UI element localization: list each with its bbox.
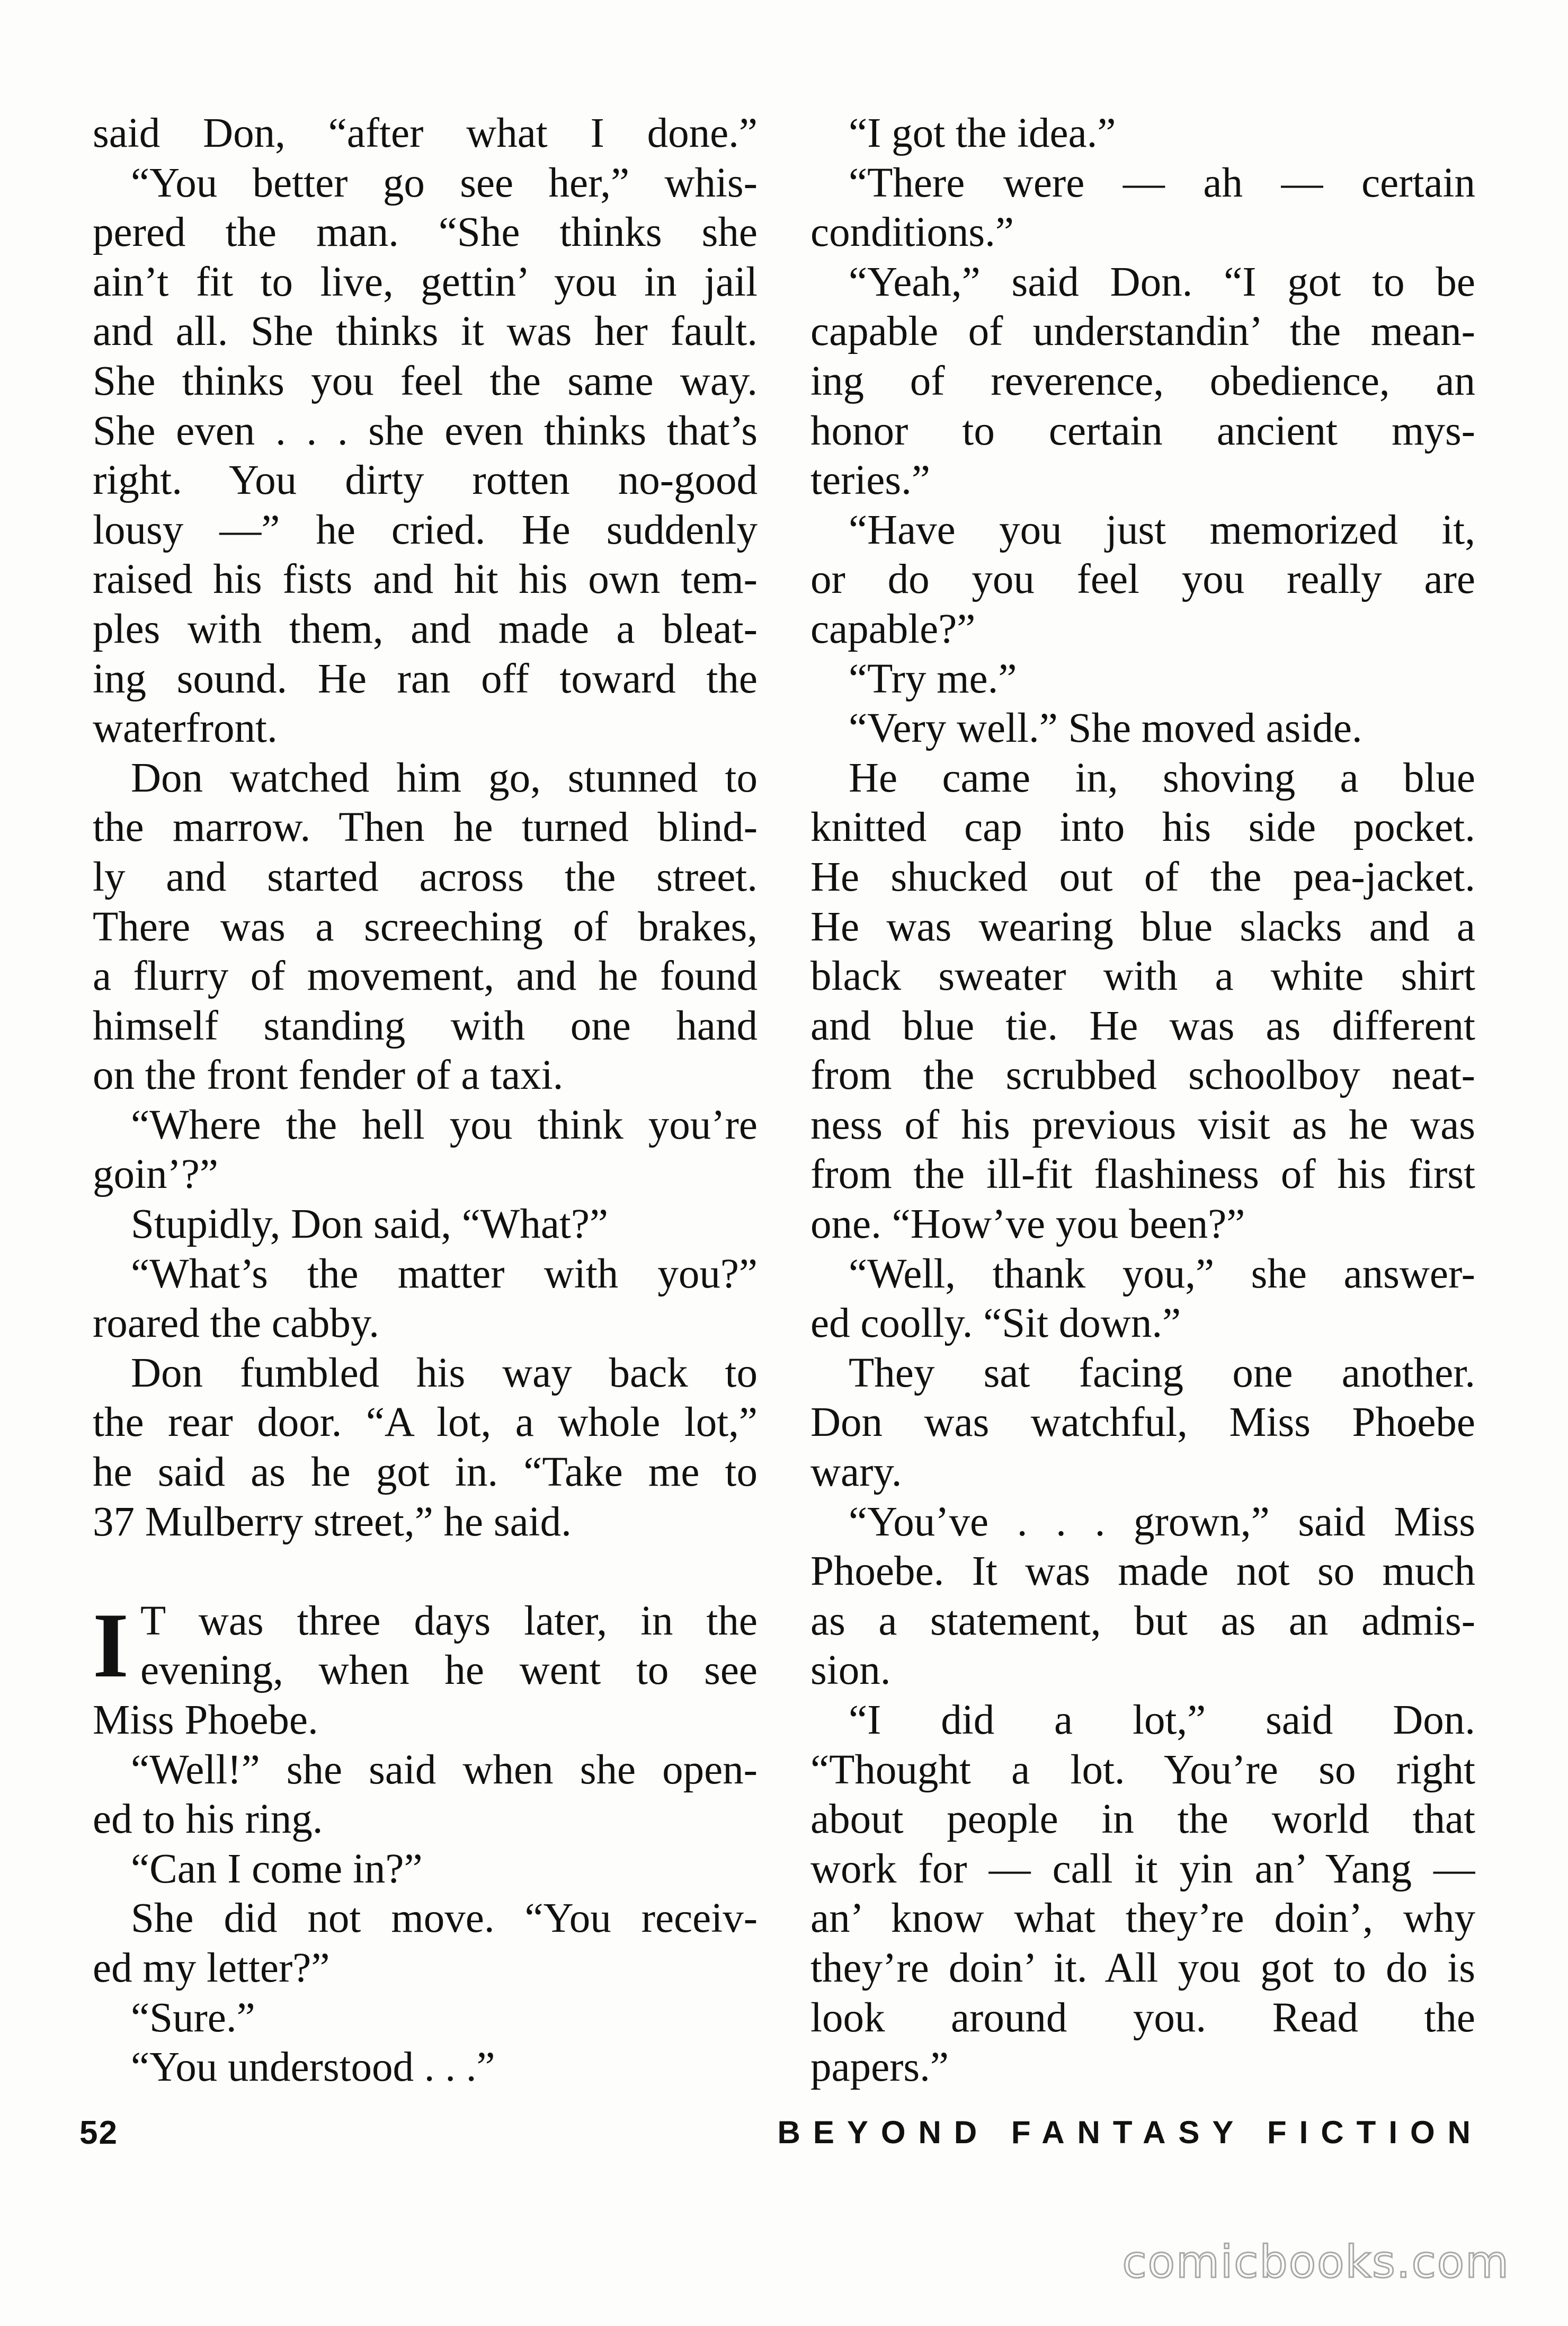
text-line: “Where the hell you think you’re [131, 1102, 758, 1148]
text-line: She thinks you feel the same way. [93, 358, 758, 404]
text-line: “Thought a lot. You’re so right [810, 1746, 1475, 1793]
text-line: “You’ve . . . grown,” said Miss [849, 1498, 1475, 1545]
text-line: capable?” [810, 606, 976, 652]
text-line: ples with them, and made a bleat- [93, 606, 758, 652]
text-line: sion. [810, 1647, 891, 1694]
text-line: he said as he got in. “Take me to [93, 1449, 758, 1496]
text-line: “You better go see her,” whis- [131, 159, 758, 206]
text-line: “I did a lot,” said Don. [849, 1697, 1475, 1743]
text-line: lousy —” he cried. He suddenly [93, 507, 758, 553]
text-line: as a statement, but as an admis- [810, 1597, 1475, 1644]
text-line: ed coolly. “Sit down.” [810, 1300, 1181, 1347]
text-line: She did not move. “You receiv- [131, 1895, 758, 1942]
text-line: “Try me.” [849, 655, 1017, 702]
text-line: Phoebe. It was made not so much [810, 1548, 1475, 1595]
text-line: the marrow. Then he turned blind- [93, 804, 758, 851]
text-line: right. You dirty rotten no-good [93, 457, 758, 504]
text-line: about people in the world that [810, 1796, 1475, 1843]
text-line: “Well!” she said when she open- [131, 1746, 758, 1793]
text-line: He came in, shoving a blue [849, 754, 1475, 801]
text-line: from the ill-fit flashiness of his first [810, 1151, 1475, 1198]
text-line: ness of his previous visit as he was [810, 1102, 1475, 1148]
text-line: “Well, thank you,” she answer- [849, 1250, 1475, 1297]
text-line: from the scrubbed schoolboy neat- [810, 1052, 1475, 1099]
text-line: “There were — ah — certain [849, 159, 1475, 206]
text-line: “What’s the matter with you?” [131, 1250, 758, 1297]
text-line: or do you feel you really are [810, 556, 1475, 603]
text-line: Stupidly, Don said, “What?” [131, 1201, 608, 1248]
text-line: ing of reverence, obedience, an [810, 358, 1475, 404]
text-line: ly and started across the street. [93, 854, 758, 900]
drop-cap: I [93, 1593, 129, 1697]
text-line: an’ know what they’re doin’, why [810, 1895, 1475, 1942]
text-line: goin’?” [93, 1151, 218, 1198]
section-opening [93, 1593, 758, 1697]
text-line: They sat facing one another. [849, 1350, 1475, 1396]
text-line: one. “How’ve you been?” [810, 1201, 1245, 1248]
text-line: Don was watchful, Miss Phoebe [810, 1399, 1475, 1446]
text-line: evening, when he went to see [140, 1647, 758, 1694]
text-line: work for — call it yin an’ Yang — [810, 1845, 1475, 1892]
text-line: He was wearing blue slacks and a [810, 903, 1475, 950]
text-line: knitted cap into his side pocket. [810, 804, 1475, 851]
text-line: ed my letter?” [93, 1945, 330, 1991]
page-number: 52 [79, 2115, 118, 2151]
text-line: “Can I come in?” [131, 1845, 423, 1892]
text-line: honor to certain ancient mys- [810, 407, 1475, 454]
text-line: capable of understandin’ the mean- [810, 308, 1475, 355]
text-line: teries.” [810, 457, 930, 504]
right-text-column [810, 109, 1475, 2092]
text-line: a flurry of movement, and he found [93, 953, 758, 1000]
text-line: 37 Mulberry street,” he said. [93, 1498, 572, 1545]
text-line: “Have you just memorized it, [849, 507, 1475, 553]
text-line: ain’t fit to live, gettin’ you in jail [93, 259, 758, 305]
text-line: She even . . . she even thinks that’s [93, 407, 758, 454]
text-line: papers.” [810, 2044, 949, 2091]
text-line: “Yeah,” said Don. “I got to be [849, 259, 1475, 305]
text-line: said Don, “after what I done.” [93, 110, 758, 156]
text-line: black sweater with a white shirt [810, 953, 1475, 1000]
text-line: and blue tie. He was as different [810, 1002, 1475, 1049]
text-line: “I got the idea.” [849, 110, 1116, 156]
page-footer [79, 2114, 1483, 2167]
text-line: himself standing with one hand [93, 1002, 758, 1049]
text-line: Don watched him go, stunned to [131, 754, 758, 801]
text-line: There was a screeching of brakes, [93, 903, 758, 950]
text-line: conditions.” [810, 209, 1014, 256]
running-title: BEYOND FANTASY FICTION [777, 2115, 1483, 2150]
text-line: pered the man. “She thinks she [93, 209, 758, 256]
text-line: He shucked out of the pea-jacket. [810, 854, 1475, 900]
text-line: roared the cabby. [93, 1300, 380, 1347]
text-line: on the front fender of a taxi. [93, 1052, 564, 1099]
left-text-column [93, 109, 758, 2092]
section-break [93, 1547, 758, 1596]
text-line: waterfront. [93, 705, 278, 752]
text-line: raised his fists and hit his own tem- [93, 556, 758, 603]
text-line: look around you. Read the [810, 1994, 1475, 2041]
text-line: “You understood . . .” [131, 2044, 495, 2091]
text-line: wary. [810, 1449, 902, 1496]
watermark: comicbooks.com [1122, 2236, 1510, 2288]
text-line: and all. She thinks it was her fault. [93, 308, 758, 355]
text-line: the rear door. “A lot, a whole lot,” [93, 1399, 758, 1446]
text-line: “Sure.” [131, 1994, 255, 2041]
text-line: they’re doin’ it. All you got to do is [810, 1945, 1475, 1991]
text-line: T was three days later, in the [140, 1597, 758, 1644]
text-line: Miss Phoebe. [93, 1697, 318, 1743]
text-line: ing sound. He ran off toward the [93, 655, 758, 702]
text-line: ed to his ring. [93, 1796, 323, 1843]
text-line: Don fumbled his way back to [131, 1350, 758, 1396]
text-line: “Very well.” She moved aside. [849, 705, 1362, 752]
